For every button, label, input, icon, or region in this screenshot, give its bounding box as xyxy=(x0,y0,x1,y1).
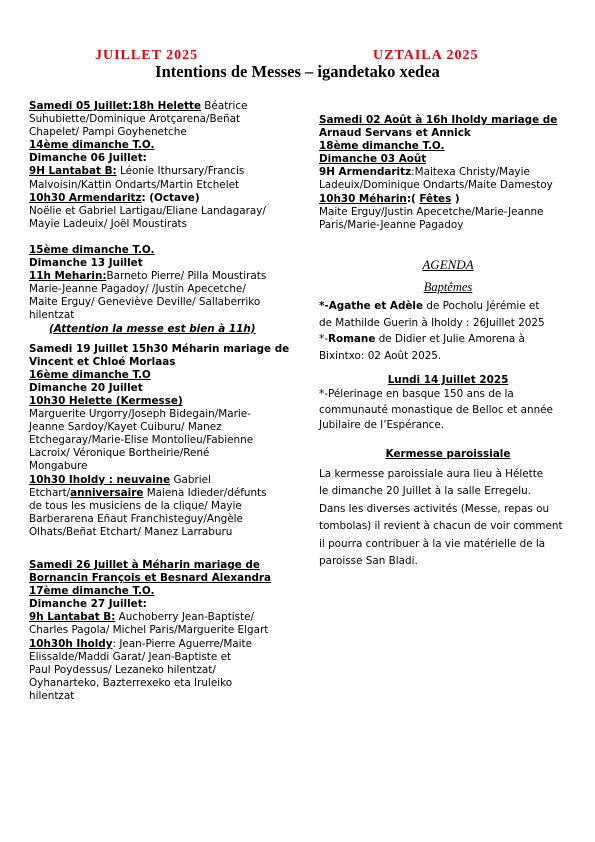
line: hilentzat xyxy=(29,689,75,702)
line xyxy=(29,100,301,113)
heading: Samedi 19 Juillet 15h30 Méharin mariage de xyxy=(29,342,290,355)
line: Dans les diverses activités (Messe, repas ou xyxy=(319,502,550,515)
text: ) xyxy=(451,192,460,205)
heading: 11h Meharin: xyxy=(29,270,107,283)
heading: 17ème dimanche T.O. xyxy=(29,585,155,598)
line: Marguerite Urgorry/Joseph Bidegain/Marie- xyxy=(29,408,251,421)
line xyxy=(29,270,301,283)
line: Chapelet/ Pampi Goyhenetche xyxy=(29,126,187,139)
line: Suhubiette/Dominique Arotçarena/Beñat xyxy=(29,113,241,126)
line: Malvoisin/Kattin Ondarts/Martin Etchelet xyxy=(29,178,240,191)
heading: 16ème dimanche T.O xyxy=(29,368,151,381)
heading: 9H Armendaritz xyxy=(319,166,412,179)
text: *- xyxy=(319,333,328,346)
line: Paul Poydessus/ Lezaneko hilentzat/ xyxy=(29,663,216,676)
heading: 10h30h Iholdy xyxy=(29,637,113,650)
text: :( xyxy=(406,192,420,205)
text: de Pocholu Jérémie et xyxy=(423,300,540,313)
line: tombolas) il revient à chacun de voir comment xyxy=(319,520,563,533)
text: de Didier et Julie Amorena à xyxy=(375,333,525,346)
heading: 15ème dimanche T.O. xyxy=(29,243,155,256)
line: paroisse San Bladi. xyxy=(319,555,418,568)
heading: Samedi 02 Août à 16h Iholdy mariage de xyxy=(319,114,558,126)
text: Gabriel xyxy=(170,473,211,486)
heading: 9H Lantabat B: xyxy=(29,165,117,178)
text: Etchart/ xyxy=(29,486,71,499)
line: le dimanche 20 Juillet à la salle Erregelu. xyxy=(319,485,532,498)
line: Mayie Ladeuix/ Joël Moustirats xyxy=(29,217,188,230)
line xyxy=(29,611,301,624)
heading: 9h Lantabat B: xyxy=(29,611,116,624)
line xyxy=(29,192,301,205)
left-column xyxy=(29,100,301,703)
heading: anniversaire xyxy=(70,486,144,499)
line: Paris/Marie-Jeanne Pagadoy xyxy=(319,218,464,231)
heading: Samedi 05 Juillet:18h Helette xyxy=(29,100,201,112)
heading: 10h30 Helette (Kermesse) xyxy=(29,394,183,407)
heading: Bornancin François et Besnard Alexandra xyxy=(29,572,272,585)
line xyxy=(29,165,301,178)
line: Lacroix/ Véronique Bortheirie/René xyxy=(29,447,210,460)
line: Jubilaire de l’Espérance. xyxy=(319,419,445,432)
right-column xyxy=(319,114,577,571)
heading: 10h30 Armendaritz xyxy=(29,191,142,204)
text: : (Octave) xyxy=(141,191,200,204)
notice: (Attention la messe est bien à 11h) xyxy=(49,322,256,335)
heading: *-Agathe et Adèle xyxy=(319,300,424,313)
heading: 14ème dimanche T.O. xyxy=(29,139,155,152)
line xyxy=(319,193,577,206)
header-month-basque: UZTAILA 2025 xyxy=(373,48,479,63)
line: Olhats/Beñat Etchart/ Manez Larraburu xyxy=(29,525,233,538)
line: Charles Pagola/ Michel Paris/Marguerite Elgart xyxy=(29,624,269,637)
kermesse-heading: Kermesse paroissiale xyxy=(385,447,511,460)
line: Maite Erguy/ Geneviève Deville/ Sallaberriko xyxy=(29,296,261,309)
line: Etchegaray/Marie-Elise Montolieu/Fabienne xyxy=(29,434,254,447)
heading: 10h30 Iholdy : neuvaine xyxy=(29,473,171,486)
heading: Dimanche 13 Juillet xyxy=(29,257,143,270)
line: Noëlie et Gabriel Lartigau/Eliane Landagaray/ xyxy=(29,204,266,217)
heading: 10h30 Méharin xyxy=(319,192,407,205)
text: Maiena Idieder/défunts xyxy=(143,486,267,499)
heading: Arnaud Servans et Annick xyxy=(319,127,471,140)
agenda-heading: AGENDA xyxy=(422,256,474,272)
heading: 18ème dimanche T.O. xyxy=(319,140,445,153)
header-month-french: JUILLET 2025 xyxy=(95,48,199,63)
line xyxy=(319,298,577,315)
text: :Maitexa Christy/Mayie xyxy=(411,166,530,179)
heading: Romane xyxy=(327,333,376,346)
line xyxy=(319,166,577,179)
text: Auchoberry Jean-Baptiste/ xyxy=(115,611,255,624)
line: Jeanne Sardoy/Kayet Cuiburu/ Manez xyxy=(29,421,222,434)
line: hilentzat xyxy=(29,309,75,322)
text: : Jean-Pierre Aguerre/Maite xyxy=(112,637,253,650)
line xyxy=(29,638,301,651)
line: La kermesse paroissiale aura lieu à Hélette xyxy=(319,467,544,480)
line: Elissalde/Maddi Garat/ Jean-Baptiste et xyxy=(29,650,232,663)
line: Oyhanarteko, Bazterrexeko eta Iruleiko xyxy=(29,676,233,689)
text: Léonie Ithursary/Francis xyxy=(116,165,245,178)
lundi-heading: Lundi 14 Juillet 2025 xyxy=(387,374,509,387)
heading: Samedi 26 Juillet à Méharin mariage de xyxy=(29,559,260,571)
heading: Dimanche 03 Août xyxy=(319,153,427,166)
line: Bixintxo: 02 Août 2025. xyxy=(319,349,442,362)
line: de Mathilde Guerin à Iholdy : 26Juillet 2025 xyxy=(319,316,545,329)
line xyxy=(29,474,301,487)
line: de tous les musiciens de la clique/ Mayie xyxy=(29,499,242,512)
line: Barberarena Eñaut Franchisteguy/Angèle xyxy=(29,512,243,525)
line: Maite Erguy/Justin Apecetche/Marie-Jeanne xyxy=(319,205,544,218)
line: Ladeuix/Dominique Ondarts/Maite Damestoy xyxy=(319,179,553,192)
text: Barneto Pierre/ Pilla Moustirats xyxy=(106,270,267,283)
line: Mongabure xyxy=(29,460,88,473)
heading: Vincent et Chloé Morlaas xyxy=(29,355,176,368)
heading: Dimanche 06 Juillet: xyxy=(29,152,147,165)
text: Fêtes xyxy=(419,192,452,205)
line: communauté monastique de Belloc et année xyxy=(319,403,553,416)
heading: Dimanche 27 Juillet: xyxy=(29,598,147,611)
heading: Dimanche 20 Juillet xyxy=(29,381,143,394)
line xyxy=(29,487,301,500)
page-title: Intentions de Messes – igandetako xedea xyxy=(155,62,440,81)
line xyxy=(319,331,577,348)
text: Béatrice xyxy=(201,100,248,112)
line: *-Pélerinage en basque 150 ans de la xyxy=(319,388,514,401)
baptemes-heading: Baptêmes xyxy=(423,279,473,294)
line: il pourra contribuer à la vie matérielle de la xyxy=(319,537,546,550)
line: Marie-Jeanne Pagadoy/ /Justin Apecetche/ xyxy=(29,283,246,296)
